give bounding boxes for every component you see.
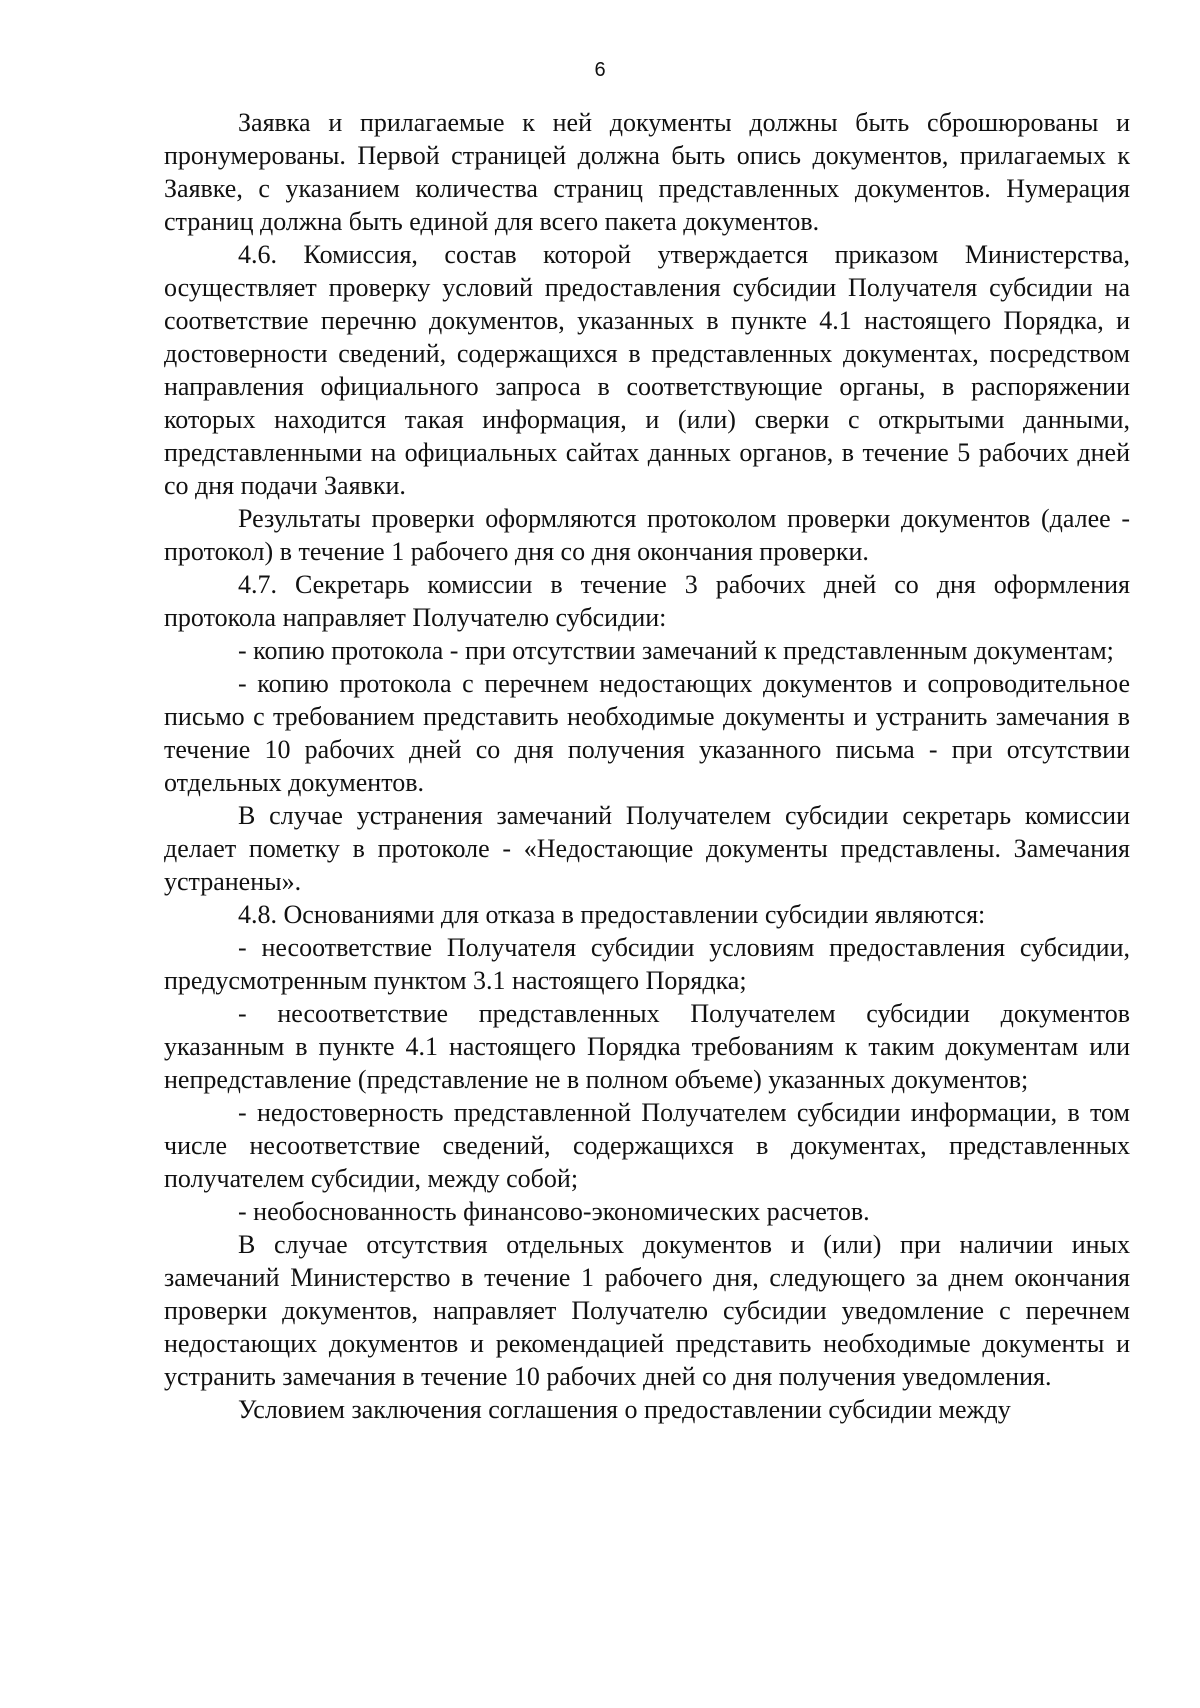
- paragraph: В случае устранения замечаний Получателем субсидии секретарь комиссии делает пометку в протоколе - «Недостающие документы представлены. Замечания устранены».: [164, 801, 1130, 896]
- paragraph: - несоответствие представленных Получателем субсидии документов указанным в пункте 4.1 настоящего Порядка требованиям к таким документам или непредставление (представление не в полном объеме) указанных документов;: [164, 999, 1130, 1094]
- paragraph: 4.7. Секретарь комиссии в течение 3 рабочих дней со дня оформления протокола направляет Получателю субсидии:: [164, 570, 1130, 632]
- paragraph: В случае отсутствия отдельных документов и (или) при наличии иных замечаний Министерство в течение 1 рабочего дня, следующего за днем окончания проверки документов, направляет Получателю субсидии уведомление с перечнем недостающих документов и рекомендацией представить необходимые документы и устранить замечания в течение 10 рабочих дней со дня получения уведомления.: [164, 1230, 1130, 1391]
- paragraph: - недостоверность представленной Получателем субсидии информации, в том числе несоответствие сведений, содержащихся в документах, представленных получателем субсидии, между собой;: [164, 1098, 1130, 1193]
- paragraph: Заявка и прилагаемые к ней документы должны быть сброшюрованы и пронумерованы. Первой страницей должна быть опись документов, прилагаемых к Заявке, с указанием количества страниц представленных документов. Нумерация страниц должна быть единой для всего пакета документов.: [164, 108, 1130, 236]
- paragraph: Условием заключения соглашения о предоставлении субсидии между: [238, 1395, 1011, 1424]
- paragraph: 4.6. Комиссия, состав которой утверждается приказом Министерства, осуществляет проверку условий предоставления субсидии Получателя субсидии на соответствие перечню документов, указанных в пункте 4.1 настоящего Порядка, и достоверности сведений, содержащихся в представленных документах, посредством направления официального запроса в соответствующие органы, в распоряжении которых находится такая информация, и (или) сверки с открытыми данными, представленными на официальных сайтах данных органов, в течение 5 рабочих дней со дня подачи Заявки.: [164, 240, 1130, 500]
- paragraph: Результаты проверки оформляются протоколом проверки документов (далее - протокол) в течение 1 рабочего дня со дня окончания проверки.: [164, 504, 1130, 566]
- paragraph: - необоснованность финансово-экономических расчетов.: [238, 1197, 870, 1226]
- paragraph: - несоответствие Получателя субсидии условиям предоставления субсидии, предусмотренным пунктом 3.1 настоящего Порядка;: [164, 933, 1130, 995]
- paragraph: - копию протокола - при отсутствии замечаний к представленным документам;: [238, 636, 1114, 665]
- paragraph: - копию протокола с перечнем недостающих документов и сопроводительное письмо с требованием представить необходимые документы и устранить замечания в течение 10 рабочих дней со дня получения указанного письма - при отсутствии отдельных документов.: [164, 669, 1130, 797]
- paragraph: 4.8. Основаниями для отказа в предоставлении субсидии являются:: [238, 900, 986, 929]
- document-body: [164, 106, 1130, 1426]
- page-number: 6: [594, 59, 606, 81]
